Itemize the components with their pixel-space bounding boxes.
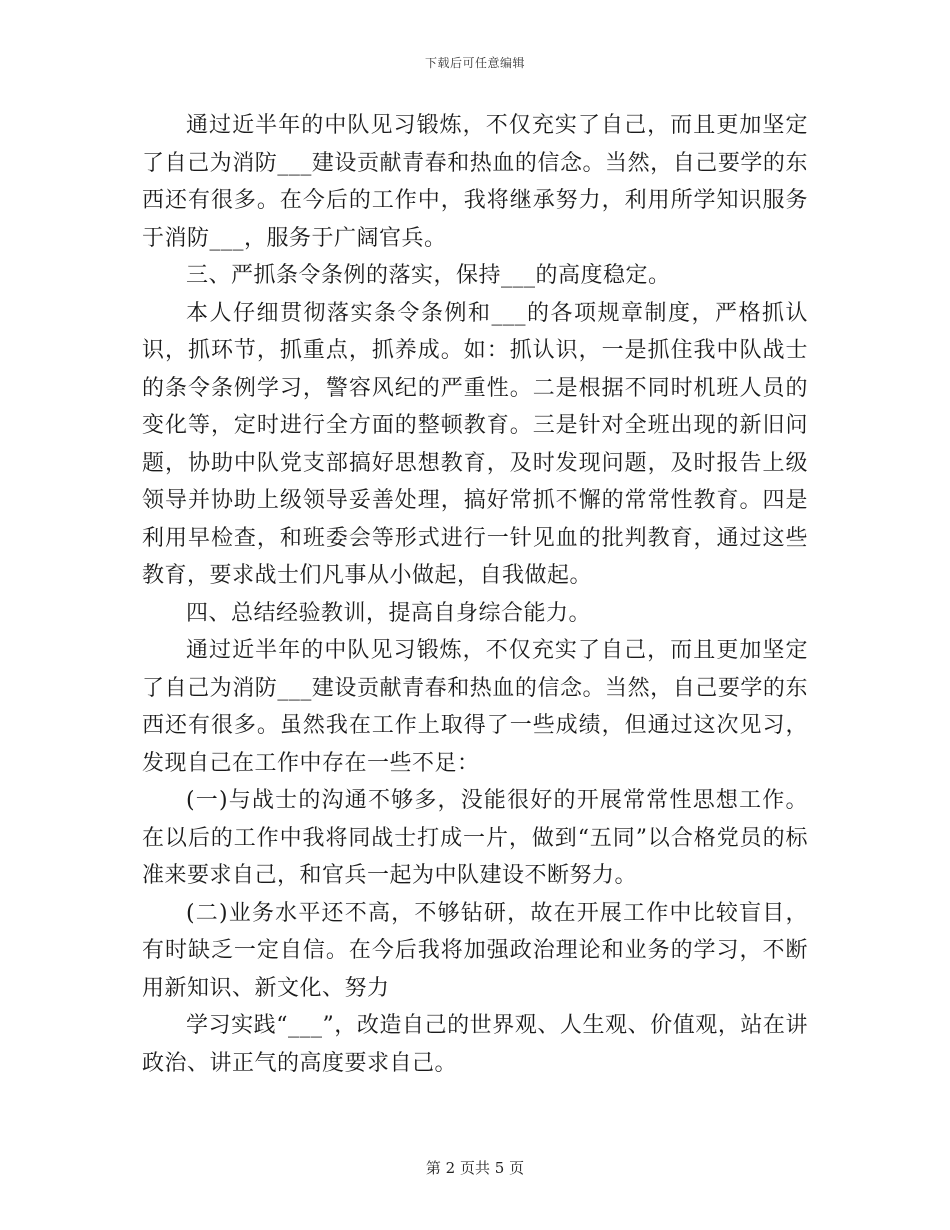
section-heading-4: 四、总结经验教训，提高自身综合能力。 xyxy=(186,600,592,626)
section-heading-3: 三、严抓条令条例的落实，保持___的高度稳定。 xyxy=(186,263,671,288)
page-header: 下载后可任意编辑 xyxy=(424,56,525,70)
page-number-footer: 第 2 页共 5 页 xyxy=(425,1159,525,1177)
paragraph-3: 通过近半年的中队见习锻炼，不仅充实了自己，而且更加坚定了自己为消防___建设贡献青春和热血的信念。当然，自己要学的东西还有很多。虽然我在工作上取得了一些成绩，但通过这次见习，发现自己在工作中存在一些不足： xyxy=(142,638,808,776)
document-body xyxy=(142,107,808,1082)
paragraph-1: 通过近半年的中队见习锻炼，不仅充实了自己，而且更加坚定了自己为消防___建设贡献青春和热血的信念。当然，自己要学的东西还有很多。在今后的工作中，我将继承努力，利用所学知识服务于消防___，服务于广阔官兵。 xyxy=(142,113,808,251)
paragraph-item-1: (一)与战士的沟通不够多，没能很好的开展常常性思想工作。在以后的工作中我将同战士打成一片，做到“五同”以合格党员的标准来要求自己，和官兵一起为中队建设不断努力。 xyxy=(142,788,808,888)
paragraph-4: 学习实践“___”，改造自己的世界观、人生观、价值观，站在讲政治、讲正气的高度要求自己。 xyxy=(142,1013,808,1076)
paragraph-2: 本人仔细贯彻落实条令条例和___的各项规章制度，严格抓认识，抓环节，抓重点，抓养成。如：抓认识，一是抓住我中队战士的条令条例学习，警容风纪的严重性。二是根据不同时机班人员的变化等，定时进行全方面的整顿教育。三是针对全班出现的新旧问题，协助中队党支部搞好思想教育，及时发现问题，及时报告上级领导并协助上级领导妥善处理，搞好常抓不懈的常常性教育。四是利用早检查，和班委会等形式进行一针见血的批判教育，通过这些教育，要求战士们凡事从小做起，自我做起。 xyxy=(142,300,808,588)
paragraph-item-2: (二)业务水平还不高，不够钻研，故在开展工作中比较盲目，有时缺乏一定自信。在今后我将加强政治理论和业务的学习，不断用新知识、新文化、努力 xyxy=(142,900,808,1001)
